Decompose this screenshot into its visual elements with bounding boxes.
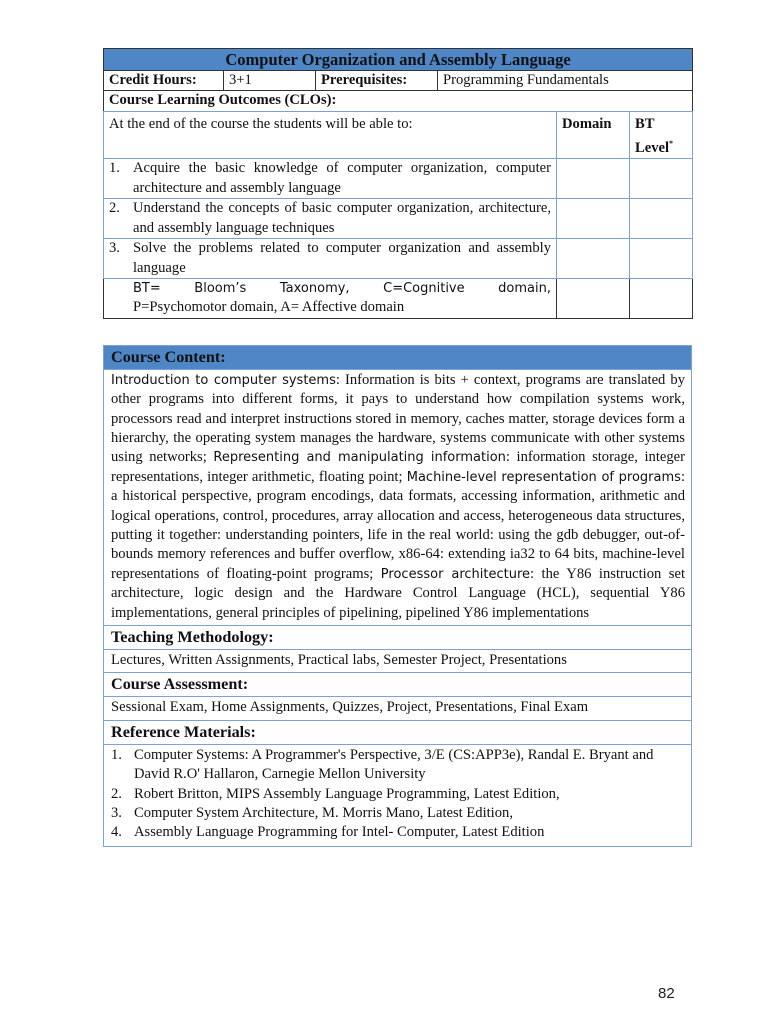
bt-footnote-mark: * bbox=[669, 139, 674, 149]
clo-domain-cell bbox=[557, 199, 630, 239]
reference-item: 4. Assembly Language Programming for Intel- Computer, Latest Edition bbox=[111, 824, 545, 841]
course-assessment-text: Sessional Exam, Home Assignments, Quizzes, Project, Presentations, Final Exam bbox=[104, 697, 692, 720]
credit-hours-label: Credit Hours: bbox=[104, 71, 224, 91]
prerequisites-value: Programming Fundamentals bbox=[438, 71, 693, 91]
course-assessment-heading: Course Assessment: bbox=[104, 673, 692, 697]
reference-item: 3. Computer System Architecture, M. Morris Mano, Latest Edition, bbox=[111, 805, 513, 822]
bt-level-header bbox=[630, 111, 693, 159]
clo-bt-cell bbox=[630, 278, 693, 318]
reference-list bbox=[104, 744, 692, 846]
clo-bt-cell bbox=[630, 159, 693, 199]
taxonomy-note: BT= Bloom’s Taxonomy, C=Cognitive domain, P=Psychomotor domain, A= Affective domain bbox=[104, 278, 557, 318]
clo-item: 2. Understand the concepts of basic computer organization, architecture, and assembly language techniques bbox=[104, 199, 557, 239]
course-content-table bbox=[103, 345, 692, 847]
clo-domain-cell bbox=[557, 159, 630, 199]
clo-bt-cell bbox=[630, 199, 693, 239]
course-content-heading: Course Content: bbox=[104, 345, 692, 369]
prerequisites-label: Prerequisites: bbox=[316, 71, 438, 91]
bt-level-label: Level bbox=[635, 140, 670, 157]
reference-item: 2. Robert Britton, MIPS Assembly Language Programming, Latest Edition, bbox=[111, 785, 560, 802]
bt-label: BT bbox=[635, 115, 655, 132]
course-title: Computer Organization and Assembly Language bbox=[104, 49, 693, 71]
credit-hours-value: 3+1 bbox=[224, 71, 316, 91]
clo-table bbox=[103, 48, 693, 319]
reference-item: 1. Computer Systems: A Programmer's Perspective, 3/E (CS:APP3e), Randal E. Bryant and David R.O' Hallaron, Carnegie Mellon University bbox=[111, 746, 654, 783]
clo-intro: At the end of the course the students will be able to: bbox=[104, 111, 557, 159]
domain-header: Domain bbox=[557, 111, 630, 159]
course-content-text: Introduction to computer systems: Information is bits + context, programs are translated by other programs into different forms, it pays to understand how compilation systems work, processors read and interpret instructions stored in memory, caches matter, storage devices form a hierarchy, the operating system manages the hardware, systems communicate with other systems using networks; Representing and manipulating information: information storage, integer representations, integer arithmetic, floating point; Machine-level representation of programs: a historical perspective, program encodings, data formats, accessing information, arithmetic and logical operations, control, procedures, array allocation and access, heterogeneous data structures, putting it together: understanding pointers, life in the real world: using the gdb debugger, out-of-bounds memory references and buffer overflow, x86-64: extending ia32 to 64 bits, machine-level representations of floating-point programs; Processor architecture: the Y86 instruction set architecture, logic design and the Hardware Control Language (HCL), sequential Y86 implementations, general principles of pipelining, pipelined Y86 implementations bbox=[104, 369, 692, 625]
clo-bt-cell bbox=[630, 239, 693, 279]
clo-domain-cell bbox=[557, 278, 630, 318]
teaching-methodology-heading: Teaching Methodology: bbox=[104, 626, 692, 650]
teaching-methodology-text: Lectures, Written Assignments, Practical labs, Semester Project, Presentations bbox=[104, 650, 692, 673]
page-number: 82 bbox=[658, 985, 675, 1002]
clo-domain-cell bbox=[557, 239, 630, 279]
clo-heading: Course Learning Outcomes (CLOs): bbox=[104, 91, 693, 111]
clo-item: 1. Acquire the basic knowledge of computer organization, computer architecture and assembly language bbox=[104, 159, 557, 199]
course-document bbox=[103, 48, 692, 847]
clo-item: 3. Solve the problems related to computer organization and assembly language bbox=[104, 239, 557, 279]
reference-materials-heading: Reference Materials: bbox=[104, 720, 692, 744]
